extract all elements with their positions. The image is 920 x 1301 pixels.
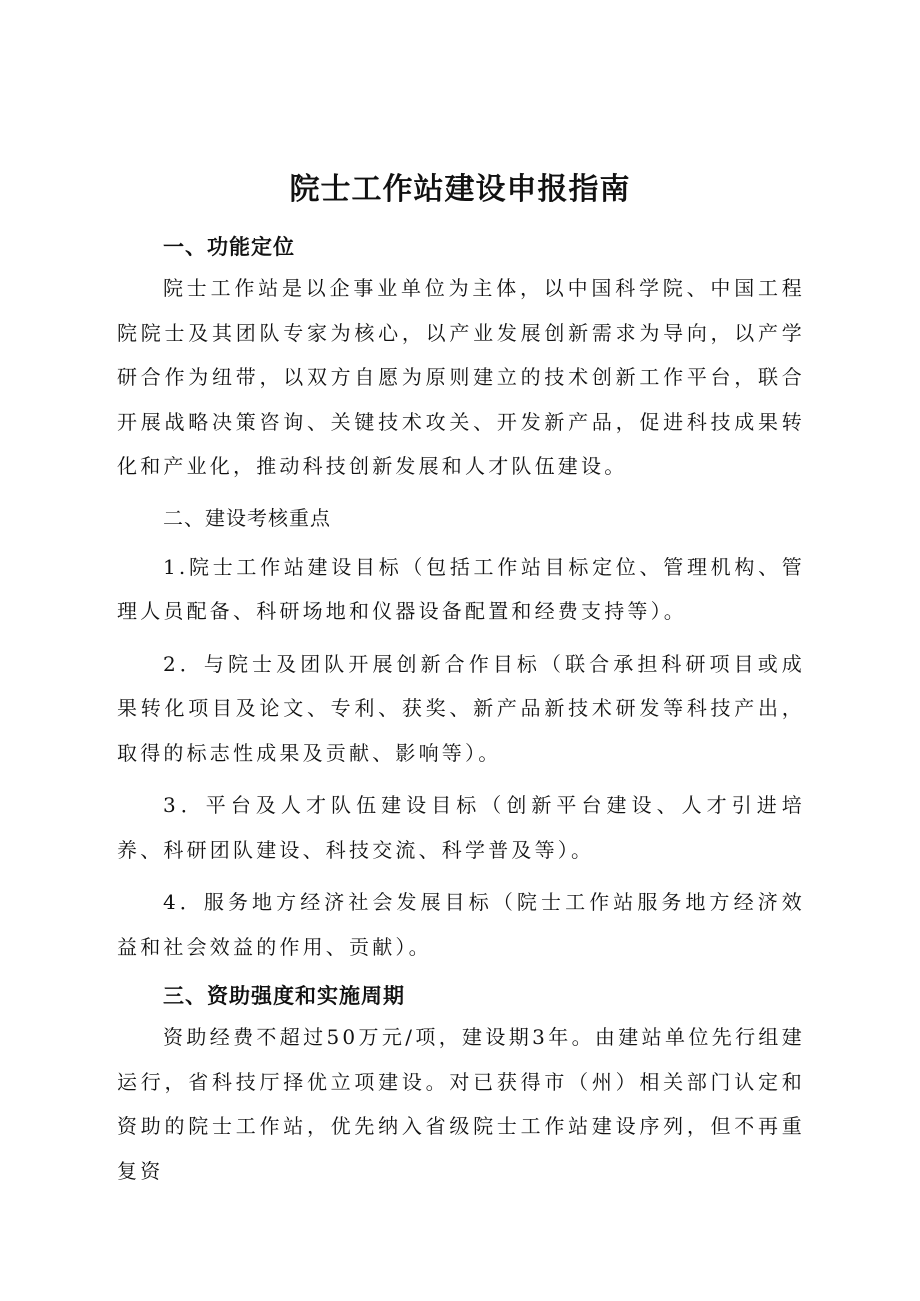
section-paragraph: 资助经费不超过50万元/项，建设期3年。由建站单位先行组建运行，省科技厅择优立项建设。对已获得市（州）相关部门认定和资助的院士工作站，优先纳入省级院士工作站建设序列，但不再重复资 xyxy=(117,1025,805,1183)
list-item: 2．与院士及团队开展创新合作目标（联合承担科研项目或成果转化项目及论文、专利、获奖、新产品新技术研发等科技产出，取得的标志性成果及贡献、影响等）。 xyxy=(117,651,805,765)
section-paragraph: 院士工作站是以企事业单位为主体，以中国科学院、中国工程院院士及其团队专家为核心，以产业发展创新需求为导向，以产学研合作为纽带，以双方自愿为原则建立的技术创新工作平台，联合开展战略决策咨询、关键技术攻关、开发新产品，促进科技成果转化和产业化，推动科技创新发展和人才队伍建设。 xyxy=(117,276,805,478)
section-heading-assessment: 二、建设考核重点 xyxy=(163,505,331,530)
list-item: 1.院士工作站建设目标（包括工作站目标定位、管理机构、管理人员配备、科研场地和仪器设备配置和经费支持等）。 xyxy=(117,554,805,623)
section-heading-funding: 三、资助强度和实施周期 xyxy=(163,984,405,1008)
document-body xyxy=(117,228,805,1193)
list-item: 3．平台及人才队伍建设目标（创新平台建设、人才引进培养、科研团队建设、科技交流、科学普及等）。 xyxy=(117,793,805,862)
list-item: 4．服务地方经济社会发展目标（院士工作站服务地方经济效益和社会效益的作用、贡献）。 xyxy=(117,890,805,959)
section-heading-function: 一、功能定位 xyxy=(163,235,295,259)
document-title: 院士工作站建设申报指南 xyxy=(289,172,631,207)
